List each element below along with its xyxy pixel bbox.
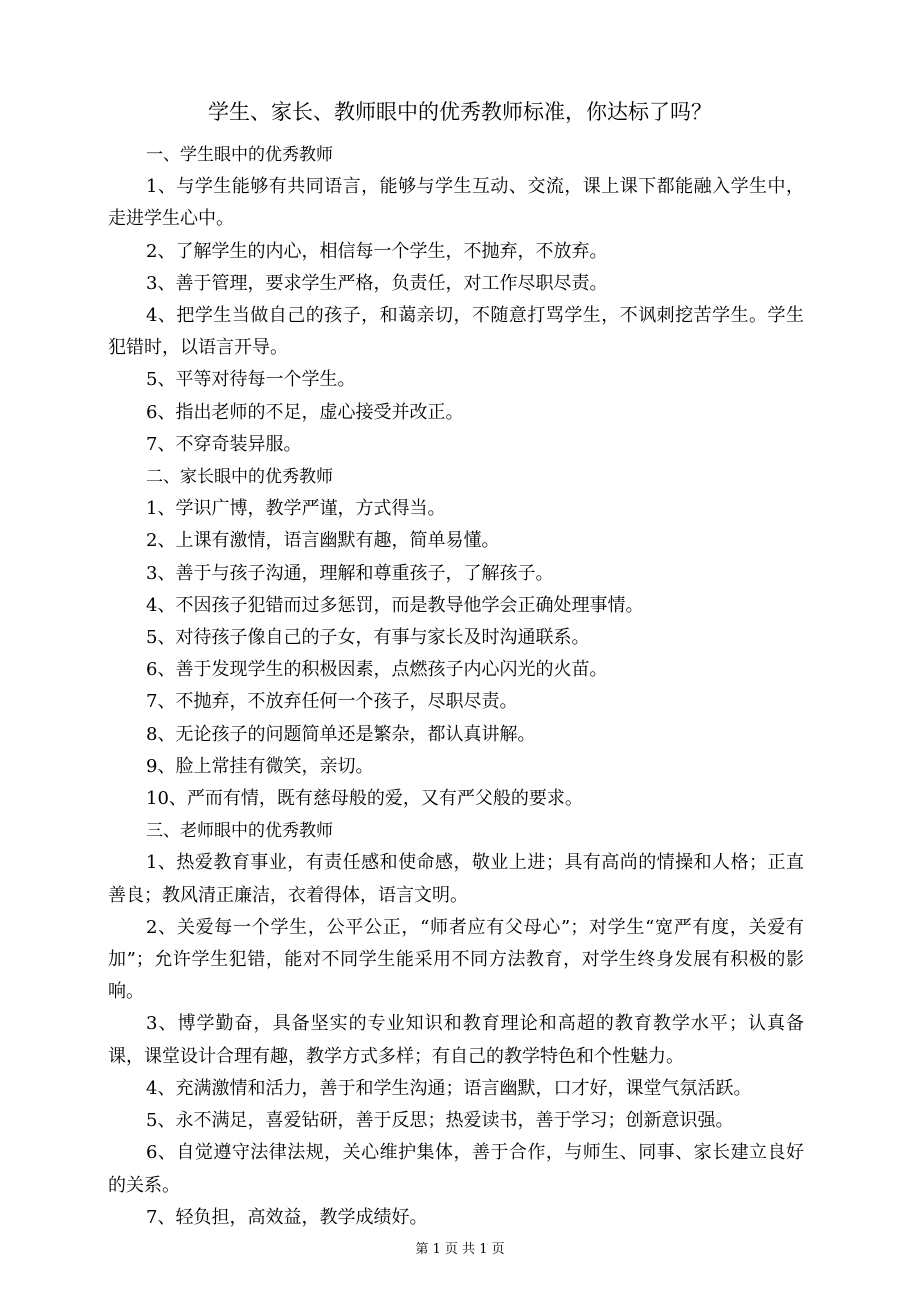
page-number: 第 1 页 共 1 页 (415, 1242, 505, 1257)
section-heading: 二、家长眼中的优秀教师 (146, 467, 333, 488)
list-item: 6、指出老师的不足，虚心接受并改正。 (146, 401, 464, 423)
list-item: 9、脸上常挂有微笑，亲切。 (146, 755, 374, 777)
list-item: 4、充满激情和活力，善于和学生沟通；语言幽默，口才好，课堂气氛活跃。 (146, 1077, 752, 1099)
list-item: 3、善于与孩子沟通，理解和尊重孩子，了解孩子。 (146, 562, 554, 584)
document-title: 学生、家长、教师眼中的优秀教师标准，你达标了吗？ (208, 100, 712, 124)
section-teacher (108, 815, 804, 1234)
list-item: 5、永不满足，喜爱钻研，善于反思；热爱读书，善于学习；创新意识强。 (146, 1110, 734, 1132)
list-item: 2、了解学生的内心，相信每一个学生，不抛弃，不放弃。 (146, 240, 608, 262)
list-item: 4、不因孩子犯错而过多惩罚，而是教导他学会正确处理事情。 (146, 594, 644, 616)
list-item: 3、善于管理，要求学生严格，负责任，对工作尽职尽责。 (146, 272, 608, 294)
list-item: 2、关爱每一个学生，公平公正，“师者应有父母心”；对学生“宽严有度，关爱有加”；允许学生犯错，能对不同学生能采用不同方法教育，对学生终身发展有积极的影响。 (108, 916, 804, 1003)
list-item: 1、与学生能够有共同语言，能够与学生互动、交流，课上课下都能融入学生中，走进学生心中。 (108, 176, 804, 230)
list-item: 1、学识广博，教学严谨，方式得当。 (146, 498, 446, 520)
list-item: 3、博学勤奋，具备坚实的专业知识和教育理论和高超的教育教学水平；认真备课，课堂设计合理有趣，教学方式多样；有自己的教学特色和个性魅力。 (108, 1013, 804, 1067)
list-item: 7、不穿奇装异服。 (146, 433, 302, 455)
list-item: 8、无论孩子的问题简单还是繁杂，都认真讲解。 (146, 723, 536, 745)
list-item: 5、平等对待每一个学生。 (146, 369, 356, 391)
section-student (108, 139, 804, 461)
list-item: 6、自觉遵守法律法规，关心维护集体，善于合作，与师生、同事、家长建立良好的关系。 (108, 1142, 804, 1196)
list-item: 1、热爱教育事业，有责任感和使命感，敬业上进；具有高尚的情操和人格；正直善良；教风清正廉洁，衣着得体，语言文明。 (108, 852, 804, 906)
document-body (108, 139, 804, 1234)
section-heading: 三、老师眼中的优秀教师 (146, 821, 333, 842)
list-item: 10、严而有情，既有慈母般的爱，又有严父般的要求。 (146, 788, 583, 810)
section-parent (108, 461, 804, 815)
list-item: 6、善于发现学生的积极因素，点燃孩子内心闪光的火苗。 (146, 659, 608, 681)
list-item: 5、对待孩子像自己的子女，有事与家长及时沟通联系。 (146, 627, 590, 649)
list-item: 2、上课有激情，语言幽默有趣，简单易懂。 (146, 530, 500, 552)
list-item: 7、不抛弃，不放弃任何一个孩子，尽职尽责。 (146, 691, 518, 713)
section-heading: 一、学生眼中的优秀教师 (146, 145, 333, 165)
list-item: 4、把学生当做自己的孩子，和蔼亲切，不随意打骂学生，不讽刺挖苦学生。学生犯错时，以语言开导。 (108, 305, 804, 359)
list-item: 7、轻负担，高效益，教学成绩好。 (146, 1206, 428, 1228)
